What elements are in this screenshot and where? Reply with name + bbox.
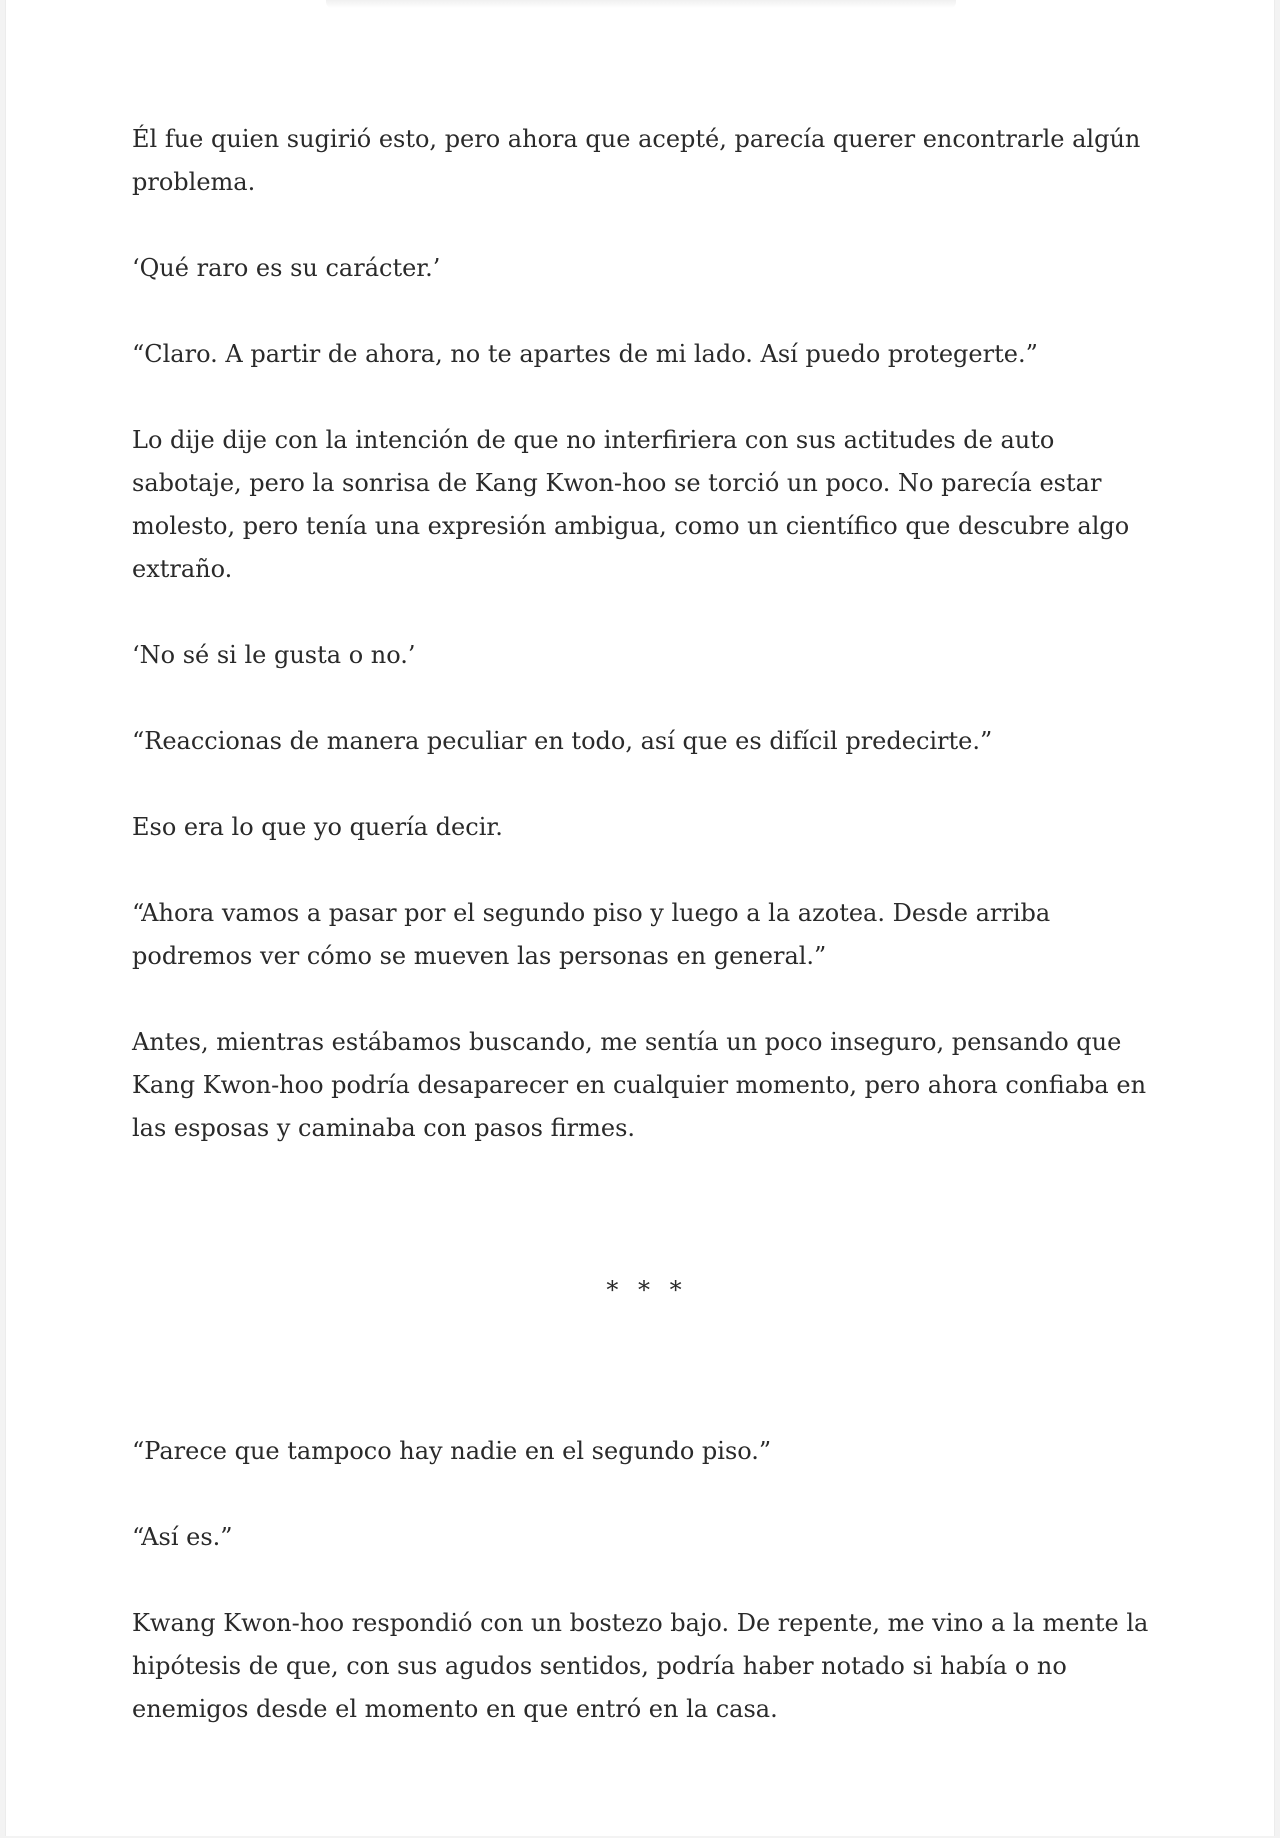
paragraph: Eso era lo que yo quería decir. bbox=[132, 813, 503, 841]
paragraph: ‘Qué raro es su carácter.’ bbox=[132, 254, 441, 282]
paragraph: “Parece que tampoco hay nadie en el segundo piso.” bbox=[132, 1437, 772, 1465]
paragraph: Antes, mientras estábamos buscando, me sentía un poco inseguro, pensando que Kang Kwon-hoo podría desaparecer en cualquier momento, pero ahora confiaba en las esposas y caminaba con pasos firmes. bbox=[132, 1028, 1147, 1142]
document-body bbox=[132, 118, 1162, 1774]
scene-break: * * * bbox=[606, 1276, 688, 1304]
document-page bbox=[5, 0, 1275, 1836]
paragraph: “Ahora vamos a pasar por el segundo piso y luego a la azotea. Desde arriba podremos ver cómo se mueven las personas en general.” bbox=[132, 899, 1051, 970]
paragraph: Lo dije dije con la intención de que no interfiriera con sus actitudes de auto sabotaje, pero la sonrisa de Kang Kwon-hoo se torció un poco. No parecía estar molesto, pero tenía una expresión ambigua, como un científico que descubre algo extraño. bbox=[132, 426, 1130, 583]
paragraph: Kwang Kwon-hoo respondió con un bostezo bajo. De repente, me vino a la mente la hipótesis de que, con sus agudos sentidos, podría haber notado si había o no enemigos desde el momento en que entró en la casa. bbox=[132, 1609, 1149, 1723]
paragraph: “Claro. A partir de ahora, no te apartes de mi lado. Así puedo protegerte.” bbox=[132, 340, 1038, 368]
page-top-shadow bbox=[326, 0, 956, 8]
paragraph: Él fue quien sugirió esto, pero ahora que acepté, parecía querer encontrarle algún problema. bbox=[132, 125, 1141, 196]
paragraph: “Reaccionas de manera peculiar en todo, así que es difícil predecirte.” bbox=[132, 727, 993, 755]
paragraph: “Así es.” bbox=[132, 1523, 233, 1551]
paragraph: ‘No sé si le gusta o no.’ bbox=[132, 641, 416, 669]
